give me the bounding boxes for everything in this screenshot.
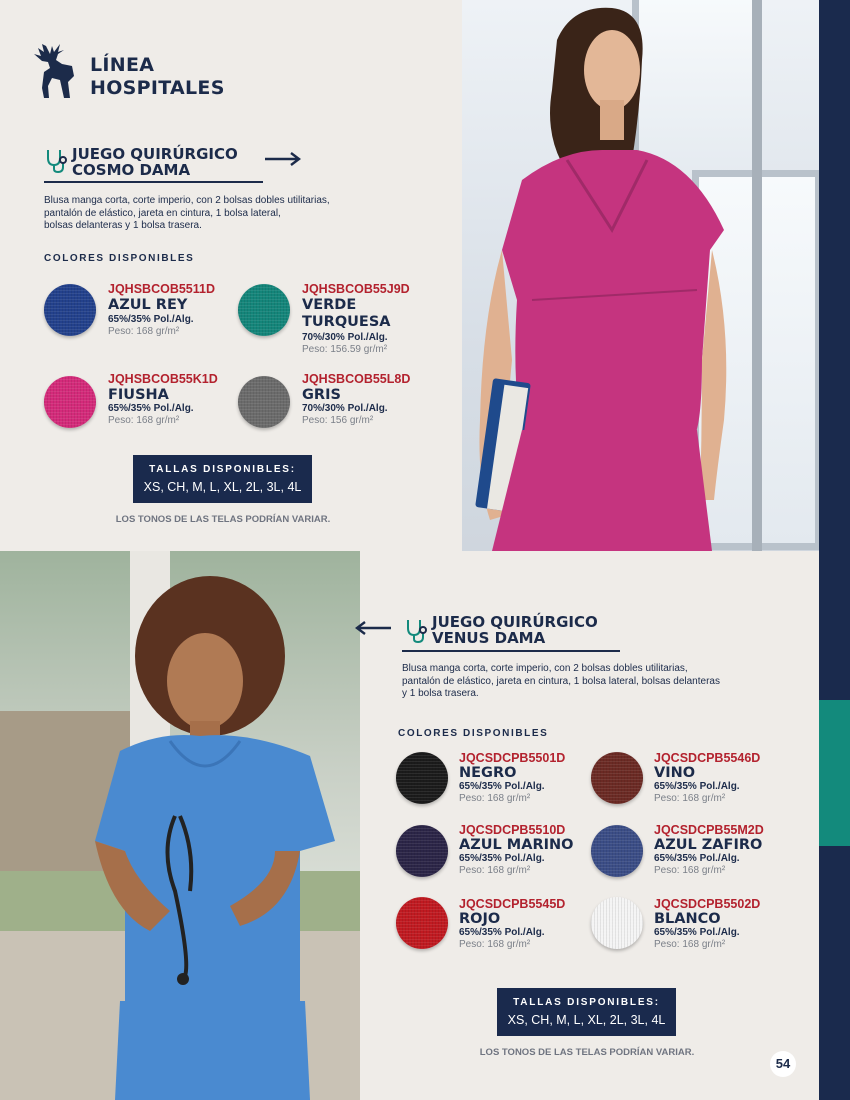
color-composition: 65%/35% Pol./Alg. [654,781,740,792]
sizes-box [133,455,312,503]
colors-heading: COLORES DISPONIBLES [398,728,549,739]
model-photo-cosmo [462,0,819,551]
color-name: FIUSHA [108,387,169,403]
product-description [402,663,720,701]
color-weight: Peso: 168 gr/m² [654,793,726,804]
brand-line-2: HOSPITALES [90,77,225,99]
color-name: NEGRO [459,765,517,781]
color-code: JQHSBCOB5511D [108,282,215,296]
color-weight: Peso: 168 gr/m² [459,793,531,804]
title-underline [44,181,263,183]
color-composition: 65%/35% Pol./Alg. [459,853,545,864]
color-composition: 65%/35% Pol./Alg. [654,927,740,938]
description-line: pantalón de elástico, jareta en cintura, 1 bolsa lateral, [44,207,281,219]
color-weight: Peso: 168 gr/m² [654,939,726,950]
color-swatch [238,284,290,336]
color-weight: Peso: 156.59 gr/m² [302,344,388,355]
color-composition: 65%/35% Pol./Alg. [108,314,194,325]
sizes-list: XS, CH, M, L, XL, 2L, 3L, 4L [507,1013,666,1027]
color-variation-note: LOS TONOS DE LAS TELAS PODRÍAN VARIAR. [479,1047,695,1058]
color-code: JQHSBCOB55K1D [108,372,218,386]
description-line: pantalón de elástico, jareta en cintura, 1 bolsa lateral, bolsas delanteras [402,675,720,687]
color-variation-note: LOS TONOS DE LAS TELAS PODRÍAN VARIAR. [115,514,331,525]
color-code: JQHSBCOB55J9D [302,282,410,296]
color-swatch [238,376,290,428]
stethoscope-icon [44,148,68,174]
color-name: AZUL REY [108,297,188,313]
colors-heading: COLORES DISPONIBLES [44,253,195,264]
color-swatch [591,897,643,949]
color-weight: Peso: 156 gr/m² [302,415,374,426]
color-code: JQCSDCPB5546D [654,751,761,765]
title-underline [402,650,620,652]
color-weight: Peso: 168 gr/m² [459,939,531,950]
color-code: JQHSBCOB55L8D [302,372,411,386]
color-composition: 65%/35% Pol./Alg. [459,781,545,792]
color-swatch [396,897,448,949]
sizes-heading: TALLAS DISPONIBLES: [149,464,296,475]
description-line: bolsas delanteras y 1 bolsa trasera. [44,220,202,231]
product-title-line-2: VENUS DAMA [432,629,546,647]
product-title-venus [432,614,598,646]
product-title-cosmo [72,146,238,178]
color-composition: 65%/35% Pol./Alg. [459,927,545,938]
description-line: Blusa manga corta, corte imperio, con 2 bolsas dobles utilitarias, [44,195,330,206]
color-name: VINO [654,765,696,781]
arrow-right-icon [264,151,302,167]
page-number: 54 [770,1051,796,1077]
color-weight: Peso: 168 gr/m² [654,865,726,876]
sizes-list: XS, CH, M, L, XL, 2L, 3L, 4L [143,480,302,494]
description-line: Blusa manga corta, corte imperio, con 2 bolsas dobles utilitarias, [402,663,688,674]
color-composition: 70%/30% Pol./Alg. [302,403,388,414]
color-name: BLANCO [654,911,721,927]
color-code: JQCSDCPB5501D [459,751,566,765]
color-swatch [44,284,96,336]
sizes-heading: TALLAS DISPONIBLES: [513,997,660,1008]
color-name: AZUL ZAFIRO [654,837,763,853]
color-name: ROJO [459,911,501,927]
product-title-line-2: COSMO DAMA [72,161,191,179]
color-code: JQCSDCPB5545D [459,897,566,911]
model-photo-venus [0,551,360,1100]
stethoscope-icon [404,618,428,644]
color-code: JQCSDCPB5510D [459,823,566,837]
color-name-line-2: TURQUESA [302,314,391,330]
color-swatch [591,752,643,804]
color-weight: Peso: 168 gr/m² [108,326,180,337]
page-edge-stripe [819,0,850,1100]
color-name: VERDE [302,297,357,313]
deer-logo-icon [30,42,78,100]
brand-line-1: LÍNEA [90,54,155,76]
color-code: JQCSDCPB55M2D [654,823,764,837]
color-weight: Peso: 168 gr/m² [108,415,180,426]
color-swatch [591,825,643,877]
brand-title [90,54,225,100]
product-description [44,195,330,233]
sizes-box [497,988,676,1036]
arrow-left-icon [354,620,392,636]
color-composition: 65%/35% Pol./Alg. [654,853,740,864]
color-swatch [396,825,448,877]
color-name: GRIS [302,387,341,403]
color-code: JQCSDCPB5502D [654,897,761,911]
color-composition: 65%/35% Pol./Alg. [108,403,194,414]
color-name: AZUL MARINO [459,837,574,853]
product-title-line-1: JUEGO QUIRÚRGICO [72,145,238,163]
color-composition: 70%/30% Pol./Alg. [302,332,388,343]
color-swatch [396,752,448,804]
color-weight: Peso: 168 gr/m² [459,865,531,876]
product-title-line-1: JUEGO QUIRÚRGICO [432,613,598,631]
color-swatch [44,376,96,428]
description-line: y 1 bolsa trasera. [402,688,479,699]
section-tab-marker [819,700,850,846]
